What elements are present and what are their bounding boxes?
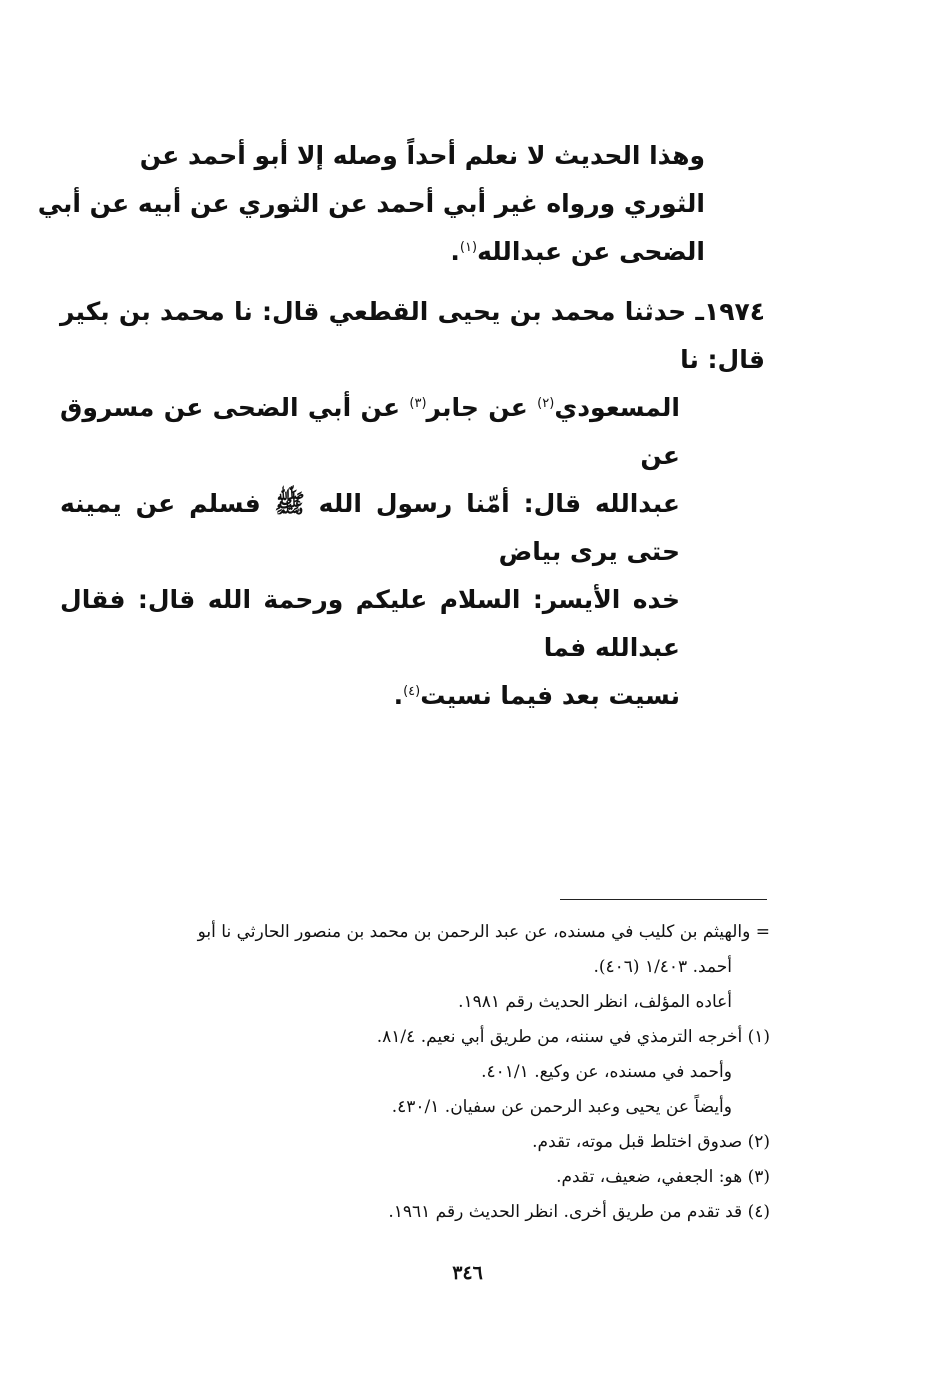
hadith-text-2b: عن جابر	[426, 393, 538, 422]
footnote-ref-4: (٤)	[403, 684, 421, 699]
footnote-1-line-2: وأحمد في مسنده، عن وكيع. ٤٠١/١.	[481, 1062, 732, 1082]
footnotes	[70, 915, 770, 1230]
hadith-line-1	[60, 288, 765, 384]
footnote-1-line-1: (١) أخرجه الترمذي في سننه، من طريق أبي نعيم. ٨١/٤.	[376, 1027, 770, 1047]
commentary-line-3	[60, 228, 705, 276]
footnote-2: (٢) صدوق اختلط قبل موته، تقدم.	[532, 1132, 770, 1152]
footnote-cont-line-3: أعاده المؤلف، انظر الحديث رقم ١٩٨١.	[458, 992, 732, 1012]
hadith-text-2c: عن أبي الضحى عن مسروق عن	[60, 393, 680, 470]
commentary-text-3: الضحى عن عبدالله	[477, 237, 705, 266]
hadith-text-5: نسيت بعد فيما نسيت	[420, 681, 680, 710]
hadith-line-4	[60, 576, 680, 672]
footnote-3: (٣) هو: الجعفي، ضعيف، تقدم.	[556, 1167, 770, 1187]
hadith-line-3	[60, 480, 680, 576]
commentary-text-2: الثوري ورواه غير أبي أحمد عن الثوري عن أبيه عن أبي	[37, 189, 705, 218]
hadith-text-3: عبدالله قال: أمّنا رسول الله ﷺ فسلم عن يمينه حتى يرى بياض	[60, 489, 680, 566]
footnote-cont-line-2: أحمد. ١/٤٠٣ (٤٠٦).	[593, 957, 732, 977]
footnote-1-line-3: وأيضاً عن يحيى وعبد الرحمن عن سفيان. ٤٣٠/١.	[391, 1097, 732, 1117]
hadith-text-2a: المسعودي	[554, 393, 680, 422]
page-number: ٣٤٦	[452, 1262, 483, 1284]
footnote-ref-1: (١)	[459, 240, 478, 255]
commentary-text-1: وهذا الحديث لا نعلم أحداً وصله إلا أبو أحمد عن	[139, 141, 705, 170]
footnote-separator	[560, 899, 767, 900]
footnote-ref-2: (٢)	[537, 396, 555, 411]
footnote-cont-line-1: = والهيثم بن كليب في مسنده، عن عبد الرحمن بن محمد بن منصور الحارثي نا أبو	[197, 922, 770, 942]
paragraph-commentary	[37, 132, 765, 276]
hadith-1974	[60, 288, 765, 720]
hadith-line-5	[60, 672, 680, 720]
hadith-end: .	[393, 681, 404, 710]
main-text	[37, 132, 765, 732]
hadith-number: ١٩٧٤	[703, 297, 765, 326]
commentary-line-2	[0, 180, 705, 228]
footnote-4: (٤) قد تقدم من طريق أخرى. انظر الحديث رقم ١٩٦١.	[388, 1202, 770, 1222]
hadith-text-1: ـ حدثنا محمد بن يحيى القطعي قال: نا محمد بن بكير قال: نا	[60, 297, 765, 374]
hadith-line-2	[60, 384, 680, 480]
commentary-line-1	[0, 132, 705, 180]
commentary-end: .	[450, 237, 460, 266]
hadith-text-4: خده الأيسر: السلام عليكم ورحمة الله قال: فقال عبدالله فما	[60, 585, 680, 662]
footnote-ref-3: (٣)	[409, 396, 427, 411]
